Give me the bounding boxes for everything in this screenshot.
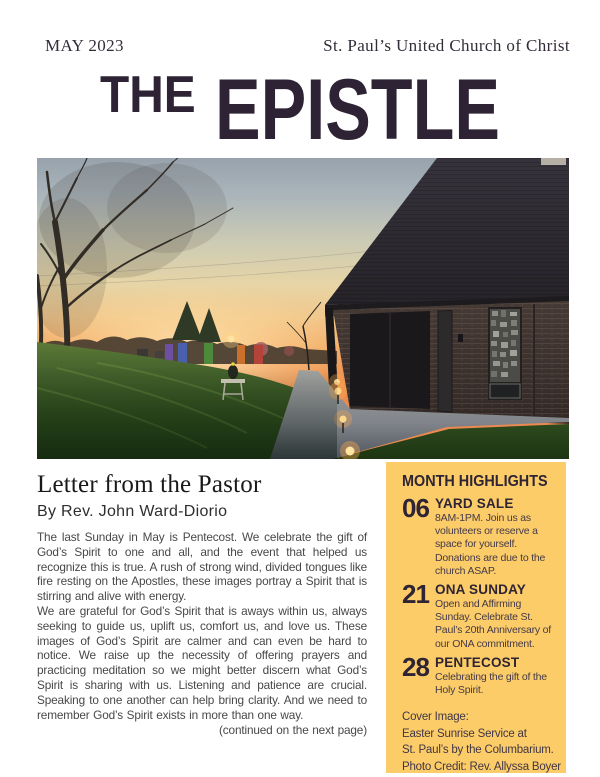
event-description: Celebrating the gift of the Holy Spirit. <box>435 670 547 697</box>
article-paragraph: The last Sunday in May is Pentecost. We celebrate the gift of God’s Spirit to one and all, and the event that helped us recognize this is true. A rush of strong wind, divided tongues like fire resting on the Apostles, these images portray a Spirit that is stirring and alive with energy. <box>37 530 367 604</box>
pastor-letter-article <box>37 471 367 738</box>
event-description: 8AM-1PM. Join us as volunteers or reserve a space for yourself. Donations are due to the church ASAP. <box>435 512 546 577</box>
masthead-epistle: EPISTLE <box>215 62 500 158</box>
article-paragraph: We are grateful for God’s Spirit that is aways within us, always seeking to guide us, uplift us, comfort us, and love us. These images of God’s Spirit are calmer and can even be hard to notice. We raise up the necessity of offering prayers and practicing meditation so we might better discern what God’s Spirit is sharing with us. Listening and patience are crucial. Speaking to one another can help bring clarity. And we need to remember God’s Spirit exists in more than one way. <box>37 603 367 722</box>
continued-note: (continued on the next page) <box>219 723 367 738</box>
stained-glass-window <box>488 307 522 400</box>
masthead-the: THE <box>100 66 196 124</box>
wall-lamp <box>458 334 463 342</box>
organization-name: St. Paul’s United Church of Christ <box>323 36 570 55</box>
cover-photo <box>37 158 569 459</box>
issue-date: MAY 2023 <box>45 36 124 55</box>
foreground-shade <box>37 368 337 459</box>
cover-image-credit: Cover Image: Easter Sunrise Service at St. Paul’s by the Columbarium. Photo Credit: Rev. Allyssa Boyer <box>402 711 561 773</box>
event-title: PENTECOST <box>435 654 520 670</box>
article-title: Letter from the Pastor <box>37 471 262 498</box>
sidebar-title: MONTH HIGHLIGHTS <box>402 473 548 490</box>
event-day: 28 <box>402 651 429 682</box>
event-day: 21 <box>402 579 429 610</box>
event-description: Open and Affirming Sunday. Celebrate St. Paul’s 20th Anniversary of our ONA commitment. <box>435 598 552 650</box>
masthead <box>0 0 600 158</box>
event-title: YARD SALE <box>435 496 514 511</box>
event-ona-sunday <box>402 579 554 651</box>
month-highlights-sidebar <box>386 462 566 773</box>
event-pentecost <box>402 651 554 697</box>
event-yard-sale <box>402 493 554 578</box>
event-title: ONA SUNDAY <box>435 582 527 598</box>
article-byline: By Rev. John Ward-Diorio <box>37 503 228 520</box>
event-day: 06 <box>402 493 429 523</box>
chimney <box>541 158 566 165</box>
side-door <box>438 311 452 413</box>
